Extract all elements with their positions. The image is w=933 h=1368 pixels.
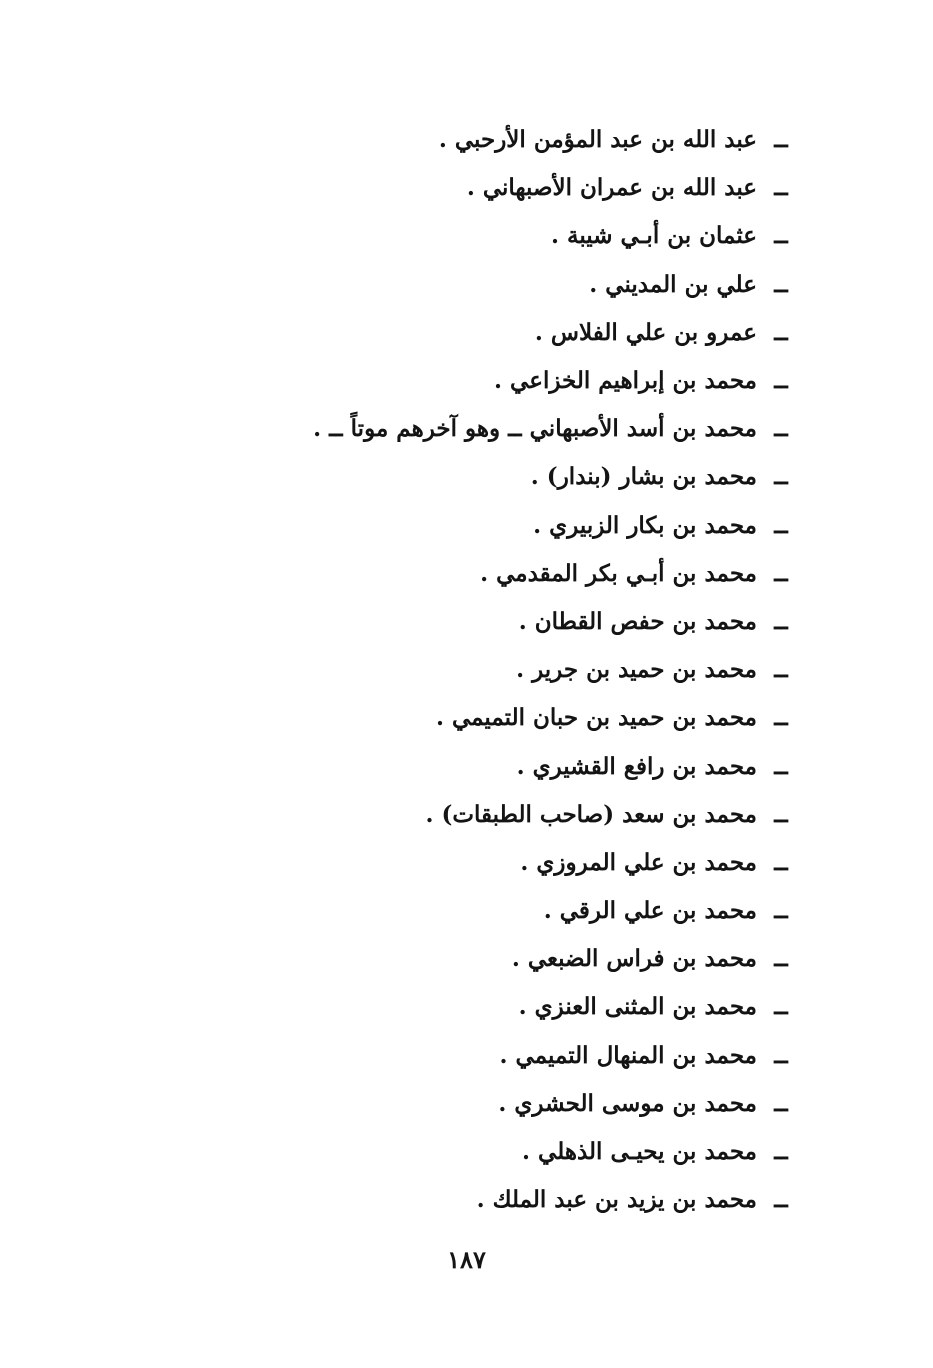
list-dash: ــ <box>774 607 788 635</box>
list-dash: ــ <box>774 222 788 250</box>
entry-text: محمد بن المنهال التميمي . <box>499 1041 757 1069</box>
list-item <box>93 983 793 1031</box>
entry-text: محمد بن موسى الحشري . <box>498 1089 757 1117</box>
entry-text: محمد بن رافع القشيري . <box>516 752 757 780</box>
entry-text: محمد بن علي الرقي . <box>543 897 757 925</box>
entry-text: عبد الله بن عمران الأصبهاني . <box>466 174 757 202</box>
entry-text: محمد بن أسد الأصبهاني ــ وهو آخرهم موتاً ــ . <box>313 415 757 443</box>
list-dash: ــ <box>774 752 788 780</box>
list-dash: ــ <box>774 174 788 202</box>
entry-text: علي بن المديني . <box>589 270 757 298</box>
list-item <box>93 646 793 694</box>
list-dash: ــ <box>774 897 788 925</box>
list-item <box>93 935 793 983</box>
entry-text: عبد الله بن عبد المؤمن الأرحبي . <box>438 126 757 154</box>
list-dash: ــ <box>774 1186 788 1214</box>
list-dash: ــ <box>774 1138 788 1166</box>
entry-text: محمد بن حفص القطان . <box>518 607 757 635</box>
list-item <box>93 164 793 212</box>
list-item <box>93 1128 793 1176</box>
list-item <box>93 887 793 935</box>
list-dash: ــ <box>774 463 788 491</box>
page-number: ١٨٧ <box>447 1245 486 1274</box>
names-list <box>93 116 793 1224</box>
entry-text: محمد بن يحيـى الذهلي . <box>522 1138 757 1166</box>
entry-text: محمد بن أبـي بكر المقدمي . <box>480 559 757 587</box>
entry-text: محمد بن حميد بن جرير . <box>516 656 757 684</box>
list-dash: ــ <box>774 126 788 154</box>
list-item <box>93 357 793 405</box>
entry-text: محمد بن بكار الزبيري . <box>533 511 757 539</box>
list-item <box>93 261 793 309</box>
list-item <box>93 598 793 646</box>
entry-text: محمد بن سعد (صاحب الطبقات) . <box>425 800 757 828</box>
list-dash: ــ <box>774 270 788 298</box>
list-dash: ــ <box>774 800 788 828</box>
list-dash: ــ <box>774 1041 788 1069</box>
entry-text: محمد بن إبراهيم الخزاعي . <box>494 367 757 395</box>
list-item <box>93 839 793 887</box>
list-item <box>93 116 793 164</box>
list-item <box>93 550 793 598</box>
list-item <box>93 791 793 839</box>
list-item <box>93 453 793 501</box>
entry-text: محمد بن علي المروزي . <box>520 848 757 876</box>
list-item <box>93 1032 793 1080</box>
list-item <box>93 742 793 790</box>
entry-text: عمرو بن علي الفلاس . <box>534 318 757 346</box>
list-dash: ــ <box>774 993 788 1021</box>
list-item <box>93 405 793 453</box>
list-item <box>93 309 793 357</box>
list-item <box>93 502 793 550</box>
entry-text: عثمان بن أبـي شيبة . <box>551 222 757 250</box>
list-dash: ــ <box>774 945 788 973</box>
list-dash: ــ <box>774 559 788 587</box>
entry-text: محمد بن حميد بن حبان التميمي . <box>435 704 757 732</box>
entry-text: محمد بن فراس الضبعي . <box>511 945 757 973</box>
list-dash: ــ <box>774 318 788 346</box>
list-dash: ــ <box>774 1089 788 1117</box>
entry-text: محمد بن المثنى العنزي . <box>518 993 757 1021</box>
list-dash: ــ <box>774 415 788 443</box>
list-item <box>93 1080 793 1128</box>
list-dash: ــ <box>774 511 788 539</box>
entry-text: محمد بن بشار (بندار) . <box>530 463 757 491</box>
list-dash: ــ <box>774 848 788 876</box>
list-dash: ــ <box>774 704 788 732</box>
list-dash: ــ <box>774 656 788 684</box>
list-item <box>93 694 793 742</box>
list-item <box>93 1176 793 1224</box>
list-item <box>93 212 793 260</box>
entry-text: محمد بن يزيد بن عبد الملك . <box>476 1186 757 1214</box>
list-dash: ــ <box>774 367 788 395</box>
